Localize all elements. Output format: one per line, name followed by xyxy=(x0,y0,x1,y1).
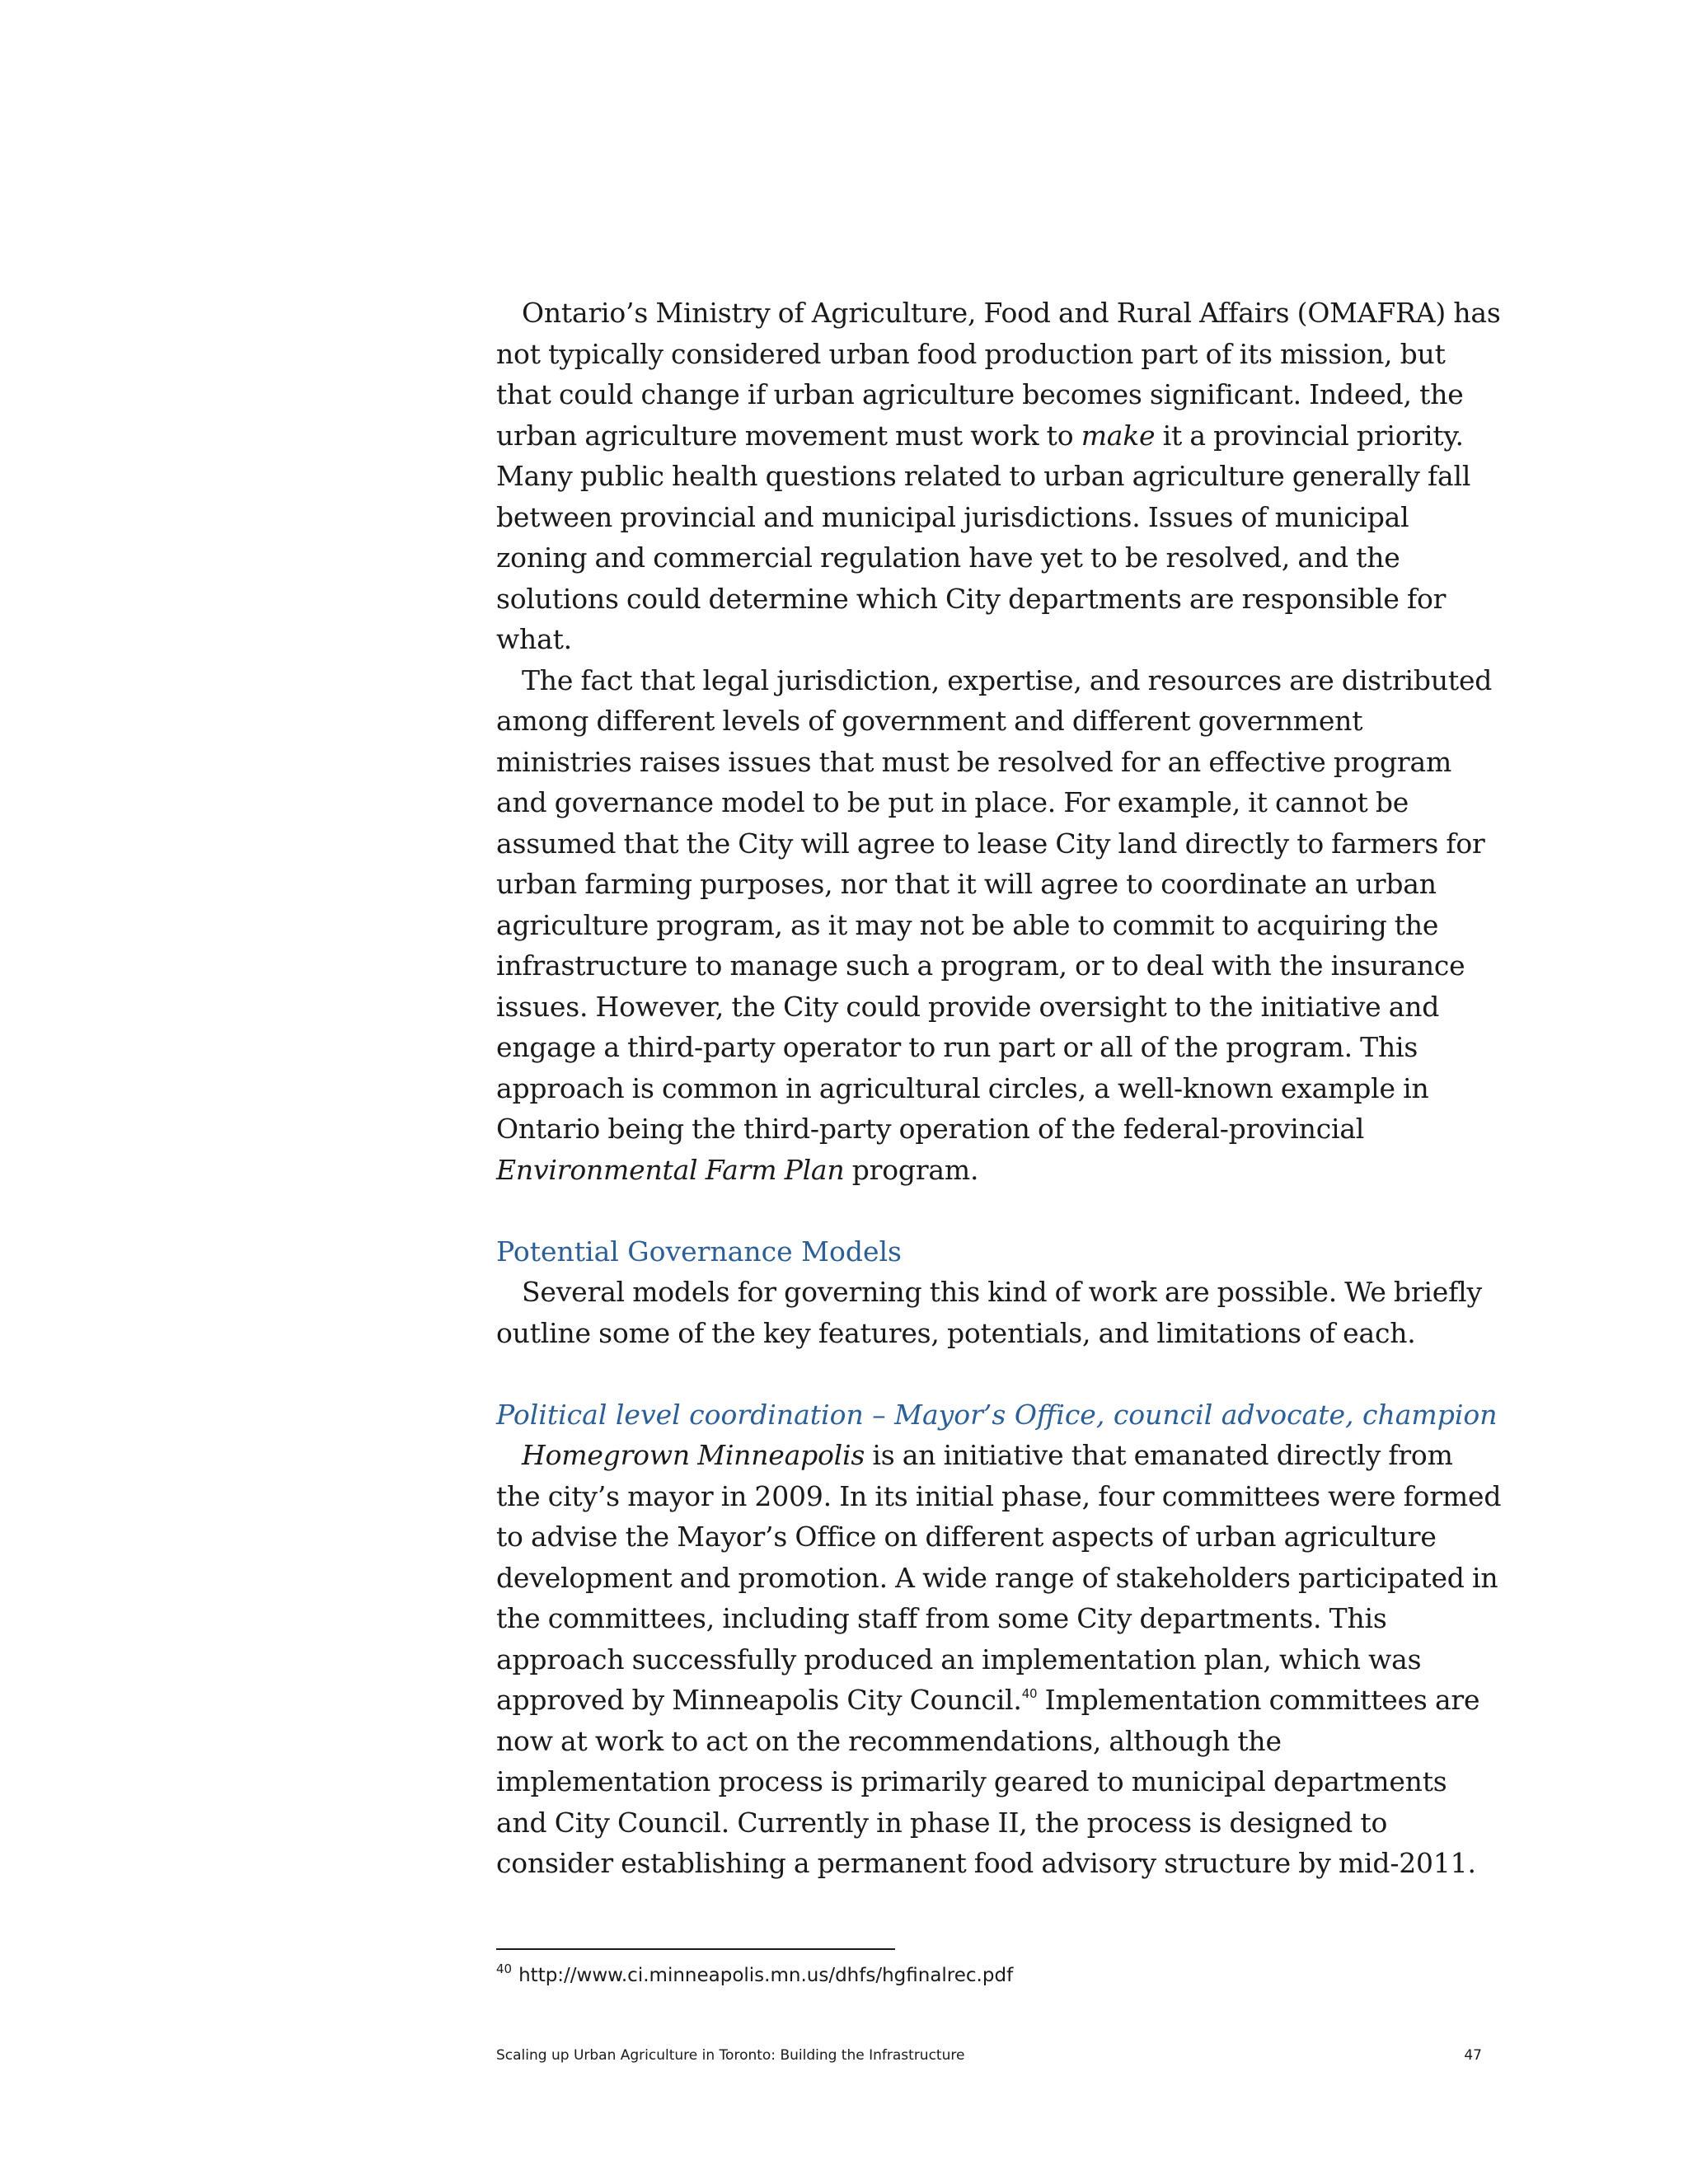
emphasis-text: Homegrown Minneapolis xyxy=(522,1439,865,1471)
footer-title: Scaling up Urban Agriculture in Toronto: Building the Infrastructure xyxy=(496,2047,965,2064)
paragraph-text: it a provincial priority. Many public health questions related to urban agriculture generally fall between provincial and municipal jurisdictions. Issues of municipal zoning and commercial regulation have yet to be resolved, and the solutions could determine which City departments are responsible for what. xyxy=(496,419,1471,655)
footnote xyxy=(496,1961,1013,1990)
paragraph-text: Ontario’s Ministry of Agriculture, Food and Rural Affairs (OMAFRA) has not typically considered urban food production part of its mission, but that could change if urban agriculture becomes significant. Indeed, the urban agriculture movement must work to xyxy=(496,297,1501,452)
paragraph-text: Implementation committees are now at work to act on the recommendations, although the implementation process is primarily geared to municipal departments and City Council. Currently in phase II, the process is designed to consider establishing a permanent food advisory structure by mid-2011. xyxy=(496,1684,1480,1879)
emphasis-text: Environmental Farm Plan xyxy=(496,1153,845,1186)
section-heading: Potential Governance Models xyxy=(496,1235,902,1268)
paragraph-text: program. xyxy=(844,1153,979,1186)
footnote-reference[interactable]: 40 xyxy=(1021,1686,1038,1701)
body-paragraph: Several models for governing this kind of work are possible. We briefly outline some of the key features, potentials, and limitations of each. xyxy=(496,1276,1482,1349)
body-paragraph xyxy=(496,293,1502,660)
footnote-divider xyxy=(496,1948,895,1950)
body-paragraph xyxy=(496,1435,1502,1884)
sub-heading: Political level coordination – Mayor’s Office, council advocate, champion xyxy=(496,1398,1498,1431)
main-text-column xyxy=(496,293,1502,1884)
footnote-link[interactable]: http://www.ci.minneapolis.mn.us/dhfs/hgfinalrec.pdf xyxy=(518,1965,1014,1986)
paragraph-text: is an initiative that emanated directly from the city’s mayor in 2009. In its initial phase, four committees were formed to advise the Mayor’s Office on different aspects of urban agriculture development and promotion. A wide range of stakeholders participated in the committees, including staff from some City departments. This approach successfully produced an implementation plan, which was approved by Minneapolis City Council. xyxy=(496,1439,1502,1716)
page-number: 47 xyxy=(1464,2047,1482,2064)
emphasis-text: make xyxy=(1081,419,1156,452)
body-paragraph xyxy=(496,660,1502,1191)
paragraph-text: The fact that legal jurisdiction, expertise, and resources are distributed among different levels of government and different government ministries raises issues that must be resolved for an effective program and governance model to be put in place. For example, it cannot be assumed that the City will agree to lease City land directly to farmers for urban farming purposes, nor that it will agree to coordinate an urban agriculture program, as it may not be able to commit to acquiring the infrastructure to manage such a program, or to deal with the insurance issues. However, the City could provide oversight to the initiative and engage a third-party operator to run part or all of the program. This approach is common in agricultural circles, a well-known example in Ontario being the third-party operation of the federal-provincial xyxy=(496,663,1493,1145)
footnote-number: 40 xyxy=(496,1961,513,1976)
